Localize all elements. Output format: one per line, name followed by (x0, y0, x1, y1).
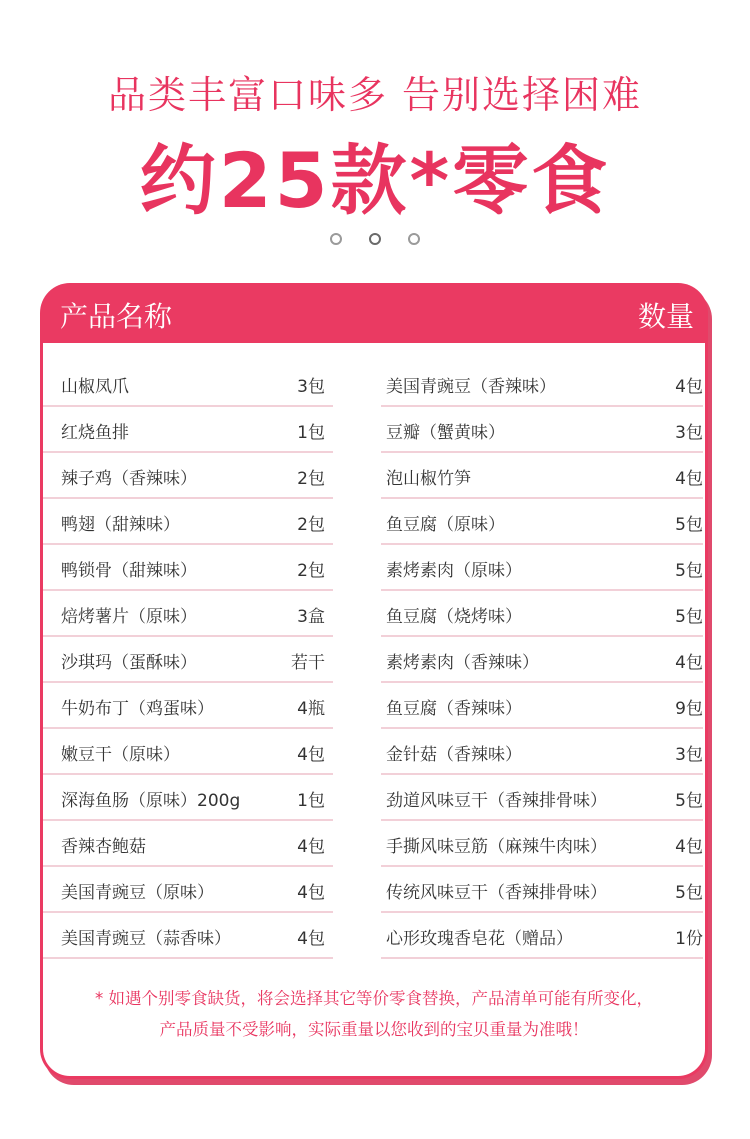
product-quantity: 4瓶 (297, 699, 325, 719)
product-name: 沙琪玛（蛋酥味） (61, 653, 197, 673)
snack-list-card (40, 283, 708, 1079)
table-row (381, 683, 703, 729)
product-name: 牛奶布丁（鸡蛋味） (61, 699, 214, 719)
table-row (43, 637, 333, 683)
table-row (381, 499, 703, 545)
product-name: 鱼豆腐（原味） (386, 515, 505, 535)
table-body (43, 343, 705, 1076)
table-row (43, 729, 333, 775)
carousel-pagination (0, 228, 750, 247)
product-quantity: 5包 (675, 791, 703, 811)
table-row (381, 637, 703, 683)
product-quantity: 3包 (675, 745, 703, 765)
product-name: 素烤素肉（香辣味） (386, 653, 539, 673)
table-header (40, 283, 708, 343)
product-quantity: 4包 (675, 653, 703, 673)
product-quantity: 3包 (675, 423, 703, 443)
product-quantity: 1包 (297, 423, 325, 443)
table-row (43, 499, 333, 545)
product-quantity: 2包 (297, 469, 325, 489)
table-row (381, 407, 703, 453)
table-row (43, 361, 333, 407)
table-row (43, 867, 333, 913)
product-quantity: 3包 (297, 377, 325, 397)
product-name: 嫩豆干（原味） (61, 745, 180, 765)
product-name: 香辣杏鲍菇 (61, 837, 146, 857)
product-quantity: 5包 (675, 561, 703, 581)
product-quantity: 2包 (297, 561, 325, 581)
product-name: 鸭锁骨（甜辣味） (61, 561, 197, 581)
product-quantity: 4包 (675, 837, 703, 857)
banner-subtitle: 品类丰富口味多 告别选择困难 (107, 73, 643, 117)
pagination-dot-active[interactable] (369, 233, 381, 245)
product-name: 素烤素肉（原味） (386, 561, 522, 581)
notice-line-1: * 如遇个别零食缺货，将会选择其它等价零食替换，产品清单可能有所变化， (95, 989, 653, 1008)
substitution-notice (43, 983, 705, 1045)
table-row (43, 913, 333, 959)
right-column (381, 361, 703, 959)
product-name: 鸭翅（甜辣味） (61, 515, 180, 535)
product-name: 心形玫瑰香皂花（赠品） (386, 929, 573, 949)
banner-headline: 约25款*零食 (139, 136, 611, 225)
product-name: 美国青豌豆（香辣味） (386, 377, 556, 397)
table-row (381, 729, 703, 775)
product-name: 山椒凤爪 (61, 377, 129, 397)
product-name: 美国青豌豆（蒜香味） (61, 929, 231, 949)
product-name: 泡山椒竹笋 (386, 469, 471, 489)
product-quantity: 4包 (297, 745, 325, 765)
product-quantity: 1包 (297, 791, 325, 811)
product-quantity: 1份 (675, 929, 703, 949)
product-name: 美国青豌豆（原味） (61, 883, 214, 903)
product-name: 鱼豆腐（烧烤味） (386, 607, 522, 627)
product-name: 红烧鱼排 (61, 423, 129, 443)
header-product-name: 产品名称 (60, 300, 173, 333)
table-row (381, 361, 703, 407)
table-row (381, 913, 703, 959)
product-name: 金针菇（香辣味） (386, 745, 522, 765)
product-name: 焙烤薯片（原味） (61, 607, 197, 627)
product-quantity: 5包 (675, 883, 703, 903)
product-name: 鱼豆腐（香辣味） (386, 699, 522, 719)
table-row (43, 453, 333, 499)
product-quantity: 4包 (675, 377, 703, 397)
table-row (43, 545, 333, 591)
product-quantity: 4包 (675, 469, 703, 489)
table-row (381, 775, 703, 821)
table-row (43, 683, 333, 729)
product-quantity: 若干 (291, 653, 325, 673)
product-quantity: 3盒 (297, 607, 325, 627)
table-row (381, 591, 703, 637)
product-name: 深海鱼肠（原味）200g (61, 791, 241, 811)
table-row (43, 407, 333, 453)
product-quantity: 4包 (297, 883, 325, 903)
product-name: 豆瓣（蟹黄味） (386, 423, 505, 443)
table-row (381, 545, 703, 591)
table-row (381, 821, 703, 867)
table-row (381, 453, 703, 499)
product-quantity: 5包 (675, 515, 703, 535)
product-quantity: 5包 (675, 607, 703, 627)
pagination-dot[interactable] (408, 233, 420, 245)
table-row (43, 775, 333, 821)
product-quantity: 9包 (675, 699, 703, 719)
pagination-dot[interactable] (330, 233, 342, 245)
header-quantity: 数量 (637, 300, 694, 333)
product-name: 传统风味豆干（香辣排骨味） (386, 883, 607, 903)
table-row (43, 591, 333, 637)
product-name: 手撕风味豆筋（麻辣牛肉味） (386, 837, 607, 857)
product-quantity: 2包 (297, 515, 325, 535)
table-row (381, 867, 703, 913)
notice-line-2: 产品质量不受影响，实际重量以您收到的宝贝重量为准哦！ (159, 1020, 589, 1039)
product-quantity: 4包 (297, 929, 325, 949)
product-name: 辣子鸡（香辣味） (61, 469, 197, 489)
table-row (43, 821, 333, 867)
left-column (43, 361, 333, 959)
product-name: 劲道风味豆干（香辣排骨味） (386, 791, 607, 811)
product-quantity: 4包 (297, 837, 325, 857)
